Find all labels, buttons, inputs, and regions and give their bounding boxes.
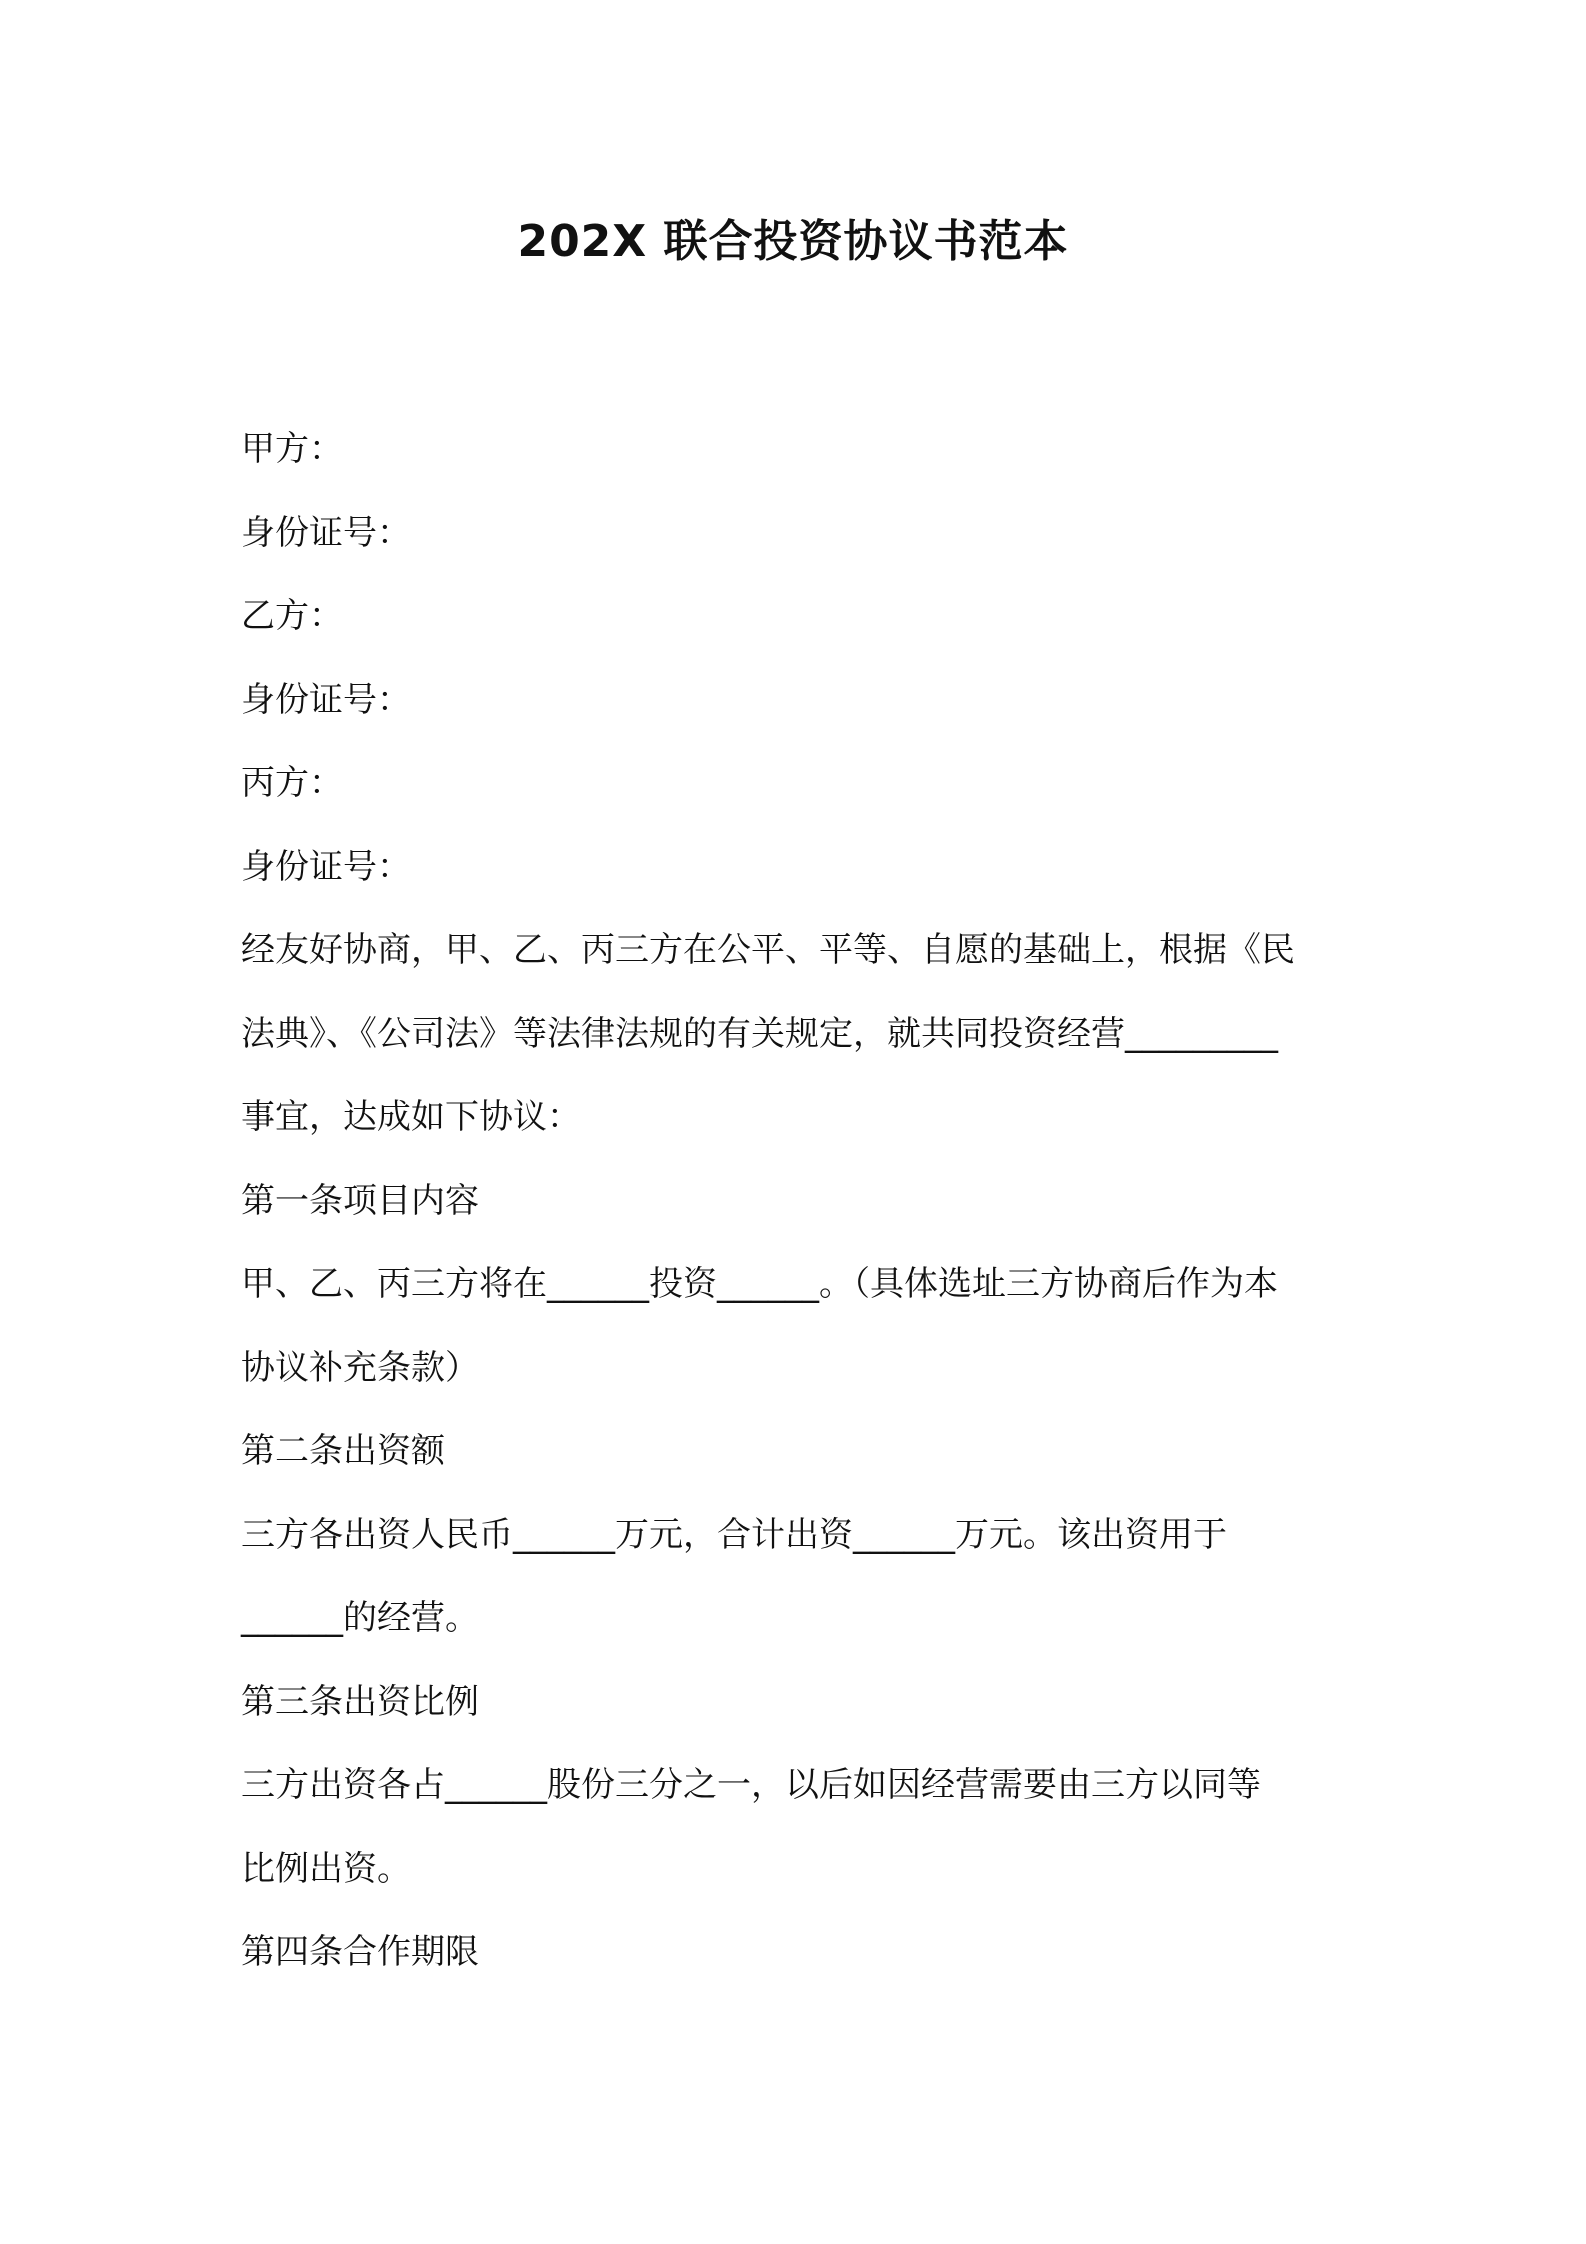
party-a-label: 甲方： <box>241 429 343 469</box>
article-heading: 第二条出资额 <box>241 1431 445 1471</box>
article-text: 比例出资。 <box>241 1848 411 1889</box>
article-text: 三方出资各占______股份三分之一，以后如因经营需要由三方以同等 <box>241 1765 1261 1805</box>
article-text: ______的经营。 <box>241 1598 479 1638</box>
article-heading: 第三条出资比例 <box>241 1681 479 1722</box>
article-text: 甲、乙、丙三方将在______投资______。（具体选址三方协商后作为本 <box>241 1264 1278 1304</box>
article-text: 协议补充条款） <box>241 1347 479 1388</box>
document-title: 202X 联合投资协议书范本 <box>517 216 1069 267</box>
article-heading: 第一条项目内容 <box>241 1180 479 1221</box>
party-c-label: 丙方： <box>241 763 343 803</box>
party-b-id-label: 身份证号： <box>241 679 411 720</box>
party-c-id-label: 身份证号： <box>241 846 411 887</box>
article-text: 三方各出资人民币______万元，合计出资______万元。该出资用于 <box>241 1514 1227 1555</box>
preamble-line: 事宜，达成如下协议： <box>241 1097 581 1137</box>
preamble-line: 法典》、《公司法》等法律法规的有关规定，就共同投资经营_________ <box>241 1013 1278 1054</box>
article-heading: 第四条合作期限 <box>241 1932 479 1972</box>
party-a-id-label: 身份证号： <box>241 512 411 553</box>
party-b-label: 乙方： <box>241 596 343 636</box>
document-body <box>241 408 1351 1995</box>
preamble-line: 经友好协商，甲、乙、丙三方在公平、平等、自愿的基础上，根据《民 <box>241 930 1295 970</box>
